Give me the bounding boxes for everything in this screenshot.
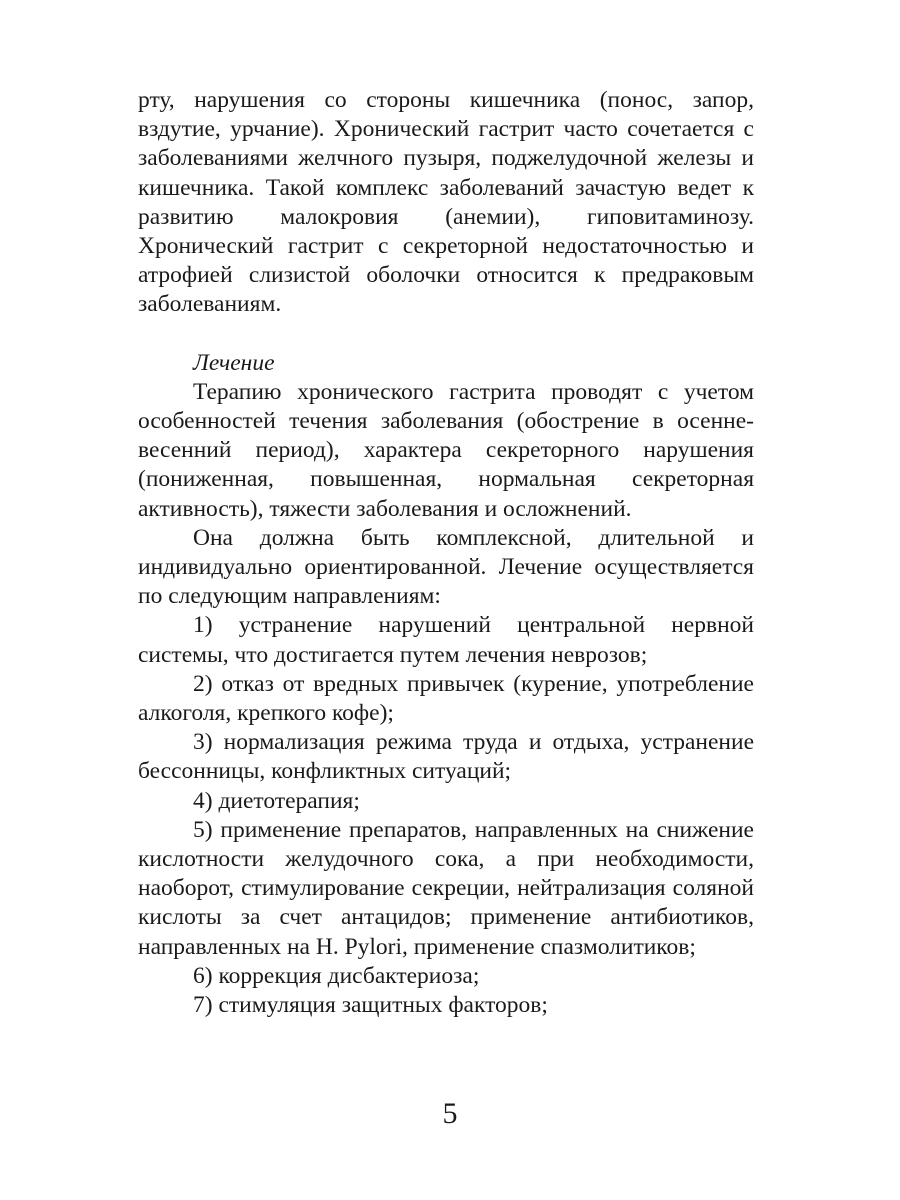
complex-paragraph: Она должна быть комплексной, длительной и индивидуально ориентированной. Лечение осуществляется по следующим направлениям:: [138, 524, 754, 610]
list-item: 1) устранение нарушений центральной нервной системы, что достигается путем лечения неврозов;: [138, 612, 754, 668]
list-item: 6) коррекция дисбактериоза;: [193, 962, 480, 989]
list-item: 3) нормализация режима труда и отдыха, устранение бессонницы, конфликтных ситуаций;: [138, 729, 754, 785]
list-item: 5) применение препаратов, направленных на снижение кислотности желудочного сока, а при необходимости, наоборот, стимулирование секреции, нейтрализация соляной кислоты за счет антацидов; применение антибиотиков, направленных на H. Pylori, применение спазмолитиков;: [138, 816, 754, 960]
section-heading: Лечение: [193, 349, 275, 376]
body-text: [138, 86, 754, 1020]
list-item: 4) диетотерапия;: [193, 787, 360, 814]
therapy-paragraph: Терапию хронического гастрита проводят с учетом особенностей течения заболевания (обострение в осенне-весенний период), характера секреторного нарушения (пониженная, повышенная, нормальная секреторная активность), тяжести заболевания и осложнений.: [138, 378, 754, 522]
page-number: 5: [442, 1097, 458, 1130]
list-item: 7) стимуляция защитных факторов;: [193, 992, 548, 1019]
intro-paragraph: рту, нарушения со стороны кишечника (понос, запор, вздутие, урчание). Хронический гастрит часто сочетается с заболеваниями желчного пузыря, поджелудочной железы и кишечника. Такой комплекс заболеваний зачастую ведет к развитию малокровия (анемии), гиповитаминозу. Хронический гастрит с секреторной недостаточностью и атрофией слизистой оболочки относится к предраковым заболеваниям.: [138, 87, 754, 318]
list-item: 2) отказ от вредных привычек (курение, употребление алкоголя, крепкого кофе);: [138, 670, 754, 727]
